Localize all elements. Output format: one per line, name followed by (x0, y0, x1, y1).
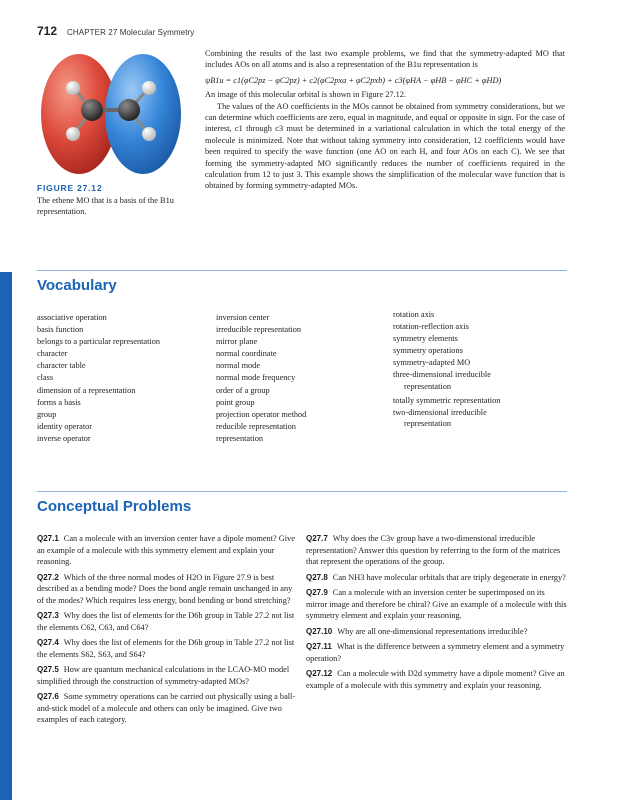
problem-item (306, 641, 568, 664)
vocab-term: point group (216, 397, 255, 407)
problem-item (306, 587, 568, 622)
vocab-term: inversion center (216, 313, 270, 322)
problem-item (306, 533, 568, 568)
carbon-atom (118, 99, 140, 121)
vocab-term-continued: representation (404, 418, 451, 428)
problem-item (37, 691, 299, 726)
problem-number: Q27.8 (306, 572, 328, 582)
vocab-term: reducible representation (216, 421, 296, 431)
problem-text: Some symmetry operations can be carried out physically using a ball-and-stick model of a molecule and others can only be imagined. Give two examples of each category. (37, 692, 296, 724)
figure-reference: An image of this molecular orbital is shown in Figure 27.12. (205, 90, 406, 100)
vocab-term: totally symmetric representation (393, 395, 501, 405)
body-text (205, 48, 565, 192)
problem-item (37, 533, 299, 568)
vocab-term: inverse operator (37, 433, 91, 443)
intro-paragraph: Combining the results of the last two example problems, we find that the symmetry-adapted MO that includes AOs on all atoms and is also a representation of the B1u representation is (205, 49, 565, 70)
vocabulary-heading: Vocabulary (37, 277, 117, 294)
problem-text: Why are all one-dimensional representations irreducible? (337, 626, 528, 636)
problem-item (306, 626, 568, 638)
hydrogen-atom (66, 127, 80, 141)
ethene-mo-illustration (37, 50, 185, 175)
section-rule (37, 491, 567, 492)
vocab-term: projection operator method (216, 409, 307, 419)
vocab-term: associative operation (37, 313, 107, 322)
problem-number: Q27.4 (37, 638, 59, 647)
figure-caption: The ethene MO that is a basis of the B1u representation. (37, 196, 174, 216)
vocab-column-1 (37, 312, 202, 445)
problem-text: Can a molecule with an inversion center be superimposed on its mirror image and therefore be chiral? Give an example of a molecule with this symmetry element and explain your reasoning. (306, 588, 567, 620)
problems-column-right (306, 533, 568, 695)
vocab-term: symmetry-adapted MO (393, 358, 471, 368)
problem-number: Q27.6 (37, 692, 59, 701)
vocab-term: forms a basis (37, 397, 81, 407)
problem-text: How are quantum mechanical calculations in the LCAO-MO model simplified through the construction of symmetry-adapted MOs? (37, 665, 290, 686)
figure-label: FIGURE 27.12 (37, 183, 103, 193)
vocab-term: normal mode frequency (216, 373, 296, 383)
vocab-term: two-dimensional irreducible (393, 407, 487, 417)
page-number: 712 (37, 24, 58, 38)
problem-number: Q27.10 (306, 626, 333, 636)
problem-number: Q27.11 (306, 642, 332, 651)
equation: ψB1u = c1(φC2pz − φC2pz) + c2(φC2pxa + φC2pxb) + c3(φHA − φHB − φHC + φHD) (205, 75, 502, 85)
vocab-term-continued: representation (404, 381, 451, 391)
problem-number: Q27.7 (306, 534, 328, 543)
problem-text: Can a molecule with D2d symmetry have a dipole moment? Give an example of a molecule with this symmetry and explain your reasoning. (306, 669, 565, 690)
problems-column-left (37, 533, 299, 730)
problem-number: Q27.9 (306, 588, 328, 597)
figure-ethene-mo (37, 50, 185, 175)
section-rule (37, 270, 567, 271)
vocab-term: mirror plane (216, 337, 258, 347)
vocab-term: character (37, 349, 68, 359)
vocab-term: symmetry operations (393, 346, 463, 356)
hydrogen-atom (142, 81, 156, 95)
problem-text: Which of the three normal modes of H2O in Figure 27.9 is best described as a bending mode? Does the bond angle remain unchanged in any of the modes? Which requires less energy, bond bending or bond stretching? (37, 572, 293, 605)
vocab-term: irreducible representation (216, 325, 302, 335)
vocab-term: basis function (37, 325, 84, 335)
vocab-term: group (37, 409, 57, 419)
page-header (37, 22, 194, 38)
vocab-term: rotation-reflection axis (393, 322, 469, 332)
vocab-term: order of a group (216, 385, 270, 395)
vocab-term: three-dimensional irreducible (393, 370, 491, 380)
problem-item (306, 572, 568, 584)
vocab-term: class (37, 373, 54, 383)
problem-number: Q27.5 (37, 665, 59, 674)
vocab-term: normal coordinate (216, 349, 277, 359)
problem-text: Why does the list of elements for the D6h group in Table 27.2 not list the elements C62, C63, and C64? (37, 611, 295, 632)
problem-text: Can a molecule with an inversion center have a dipole moment? Give an example of a molecule with this symmetry element and explain your reasoning. (37, 534, 295, 566)
vocab-column-3 (393, 309, 568, 429)
problem-number: Q27.1 (37, 534, 59, 543)
conceptual-problems-heading: Conceptual Problems (37, 498, 192, 515)
problem-item (37, 664, 299, 687)
carbon-atom (81, 99, 103, 121)
vocab-term: belongs to a particular representation (37, 337, 161, 347)
problem-text: Can NH3 have molecular orbitals that are triply degenerate in energy? (332, 572, 566, 582)
problem-text: Why does the list of elements for the D6h group in Table 27.2 not list the elements S62, S63, and S64? (37, 638, 295, 659)
left-accent-bar (0, 272, 12, 800)
problem-number: Q27.2 (37, 572, 59, 582)
hydrogen-atom (142, 127, 156, 141)
vocab-term: representation (216, 433, 263, 443)
hydrogen-atom (66, 81, 80, 95)
blue-lobe (105, 54, 181, 174)
vocab-term: normal mode (216, 361, 261, 371)
problem-number: Q27.12 (306, 669, 333, 678)
vocab-term: identity operator (37, 421, 93, 431)
problem-text: Why does the C3v group have a two-dimensional irreducible representation? Answer this question by referring to the form of the matrices that represent the operations of the group. (306, 534, 561, 566)
chapter-title: CHAPTER 27 Molecular Symmetry (67, 28, 195, 37)
body-paragraph: The values of the AO coefficients in the MOs cannot be obtained from symmetry considerations, but we can determine which coefficients are zero, equal in magnitude, and equal or opposite in sign. For the case of interest, c1 through c3 must be determined in a variational calculation in which the total energy of the molecule is minimized. Note that without taking symmetry into consideration, 12 coefficients would have been required to specify the wave function (one AO on each H, and four AOs on each C). We see that forming the symmetry-adapted MO significantly reduces the number of coefficients required in the calculation from 12 to just 3. This example shows the simplification of the molecular wave function that is obtained by forming symmetry-adapted MOs. (205, 101, 565, 191)
vocab-column-2 (216, 312, 376, 445)
problem-text: What is the difference between a symmetry element and a symmetry operation? (306, 642, 565, 663)
problem-number: Q27.3 (37, 611, 59, 620)
problem-item (37, 572, 299, 607)
vocab-term: character table (37, 361, 86, 371)
vocab-term: symmetry elements (393, 334, 458, 344)
problem-item (37, 610, 299, 633)
vocab-term: rotation axis (393, 310, 435, 319)
vocab-term: dimension of a representation (37, 385, 136, 395)
problem-item (37, 637, 299, 660)
problem-item (306, 668, 568, 691)
